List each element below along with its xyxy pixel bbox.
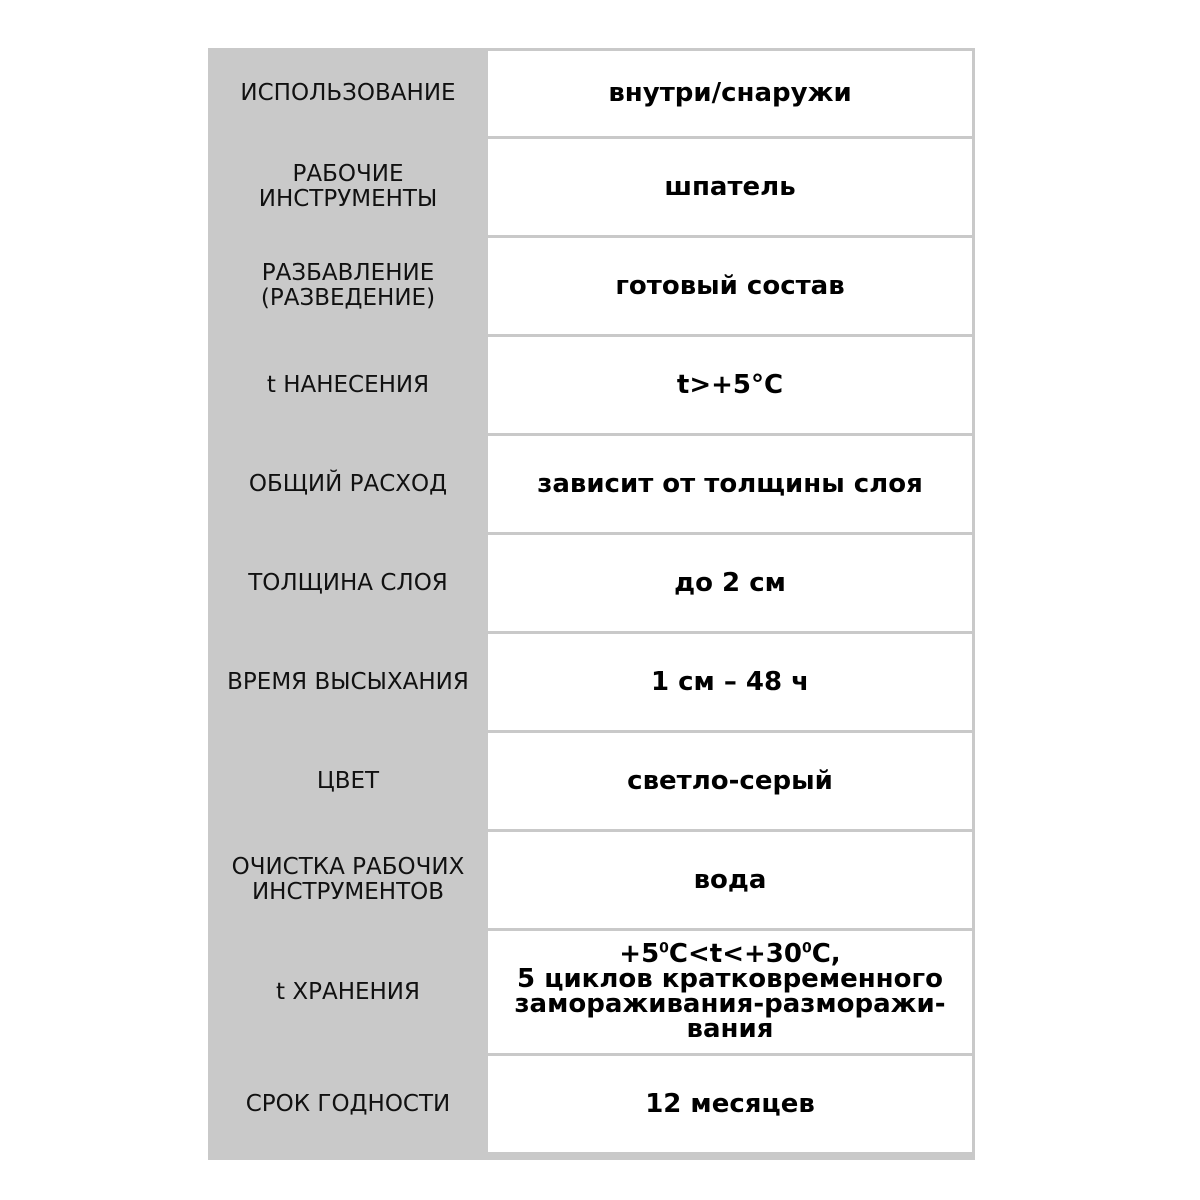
row-value <box>488 931 972 1053</box>
row-label: СРОК ГОДНОСТИ <box>211 1056 485 1152</box>
superscript-zero: 0 <box>801 940 812 957</box>
row-label: ИСПОЛЬЗОВАНИЕ <box>211 51 485 136</box>
table-row <box>211 733 972 829</box>
superscript-zero: 0 <box>659 940 669 957</box>
row-label: ОБЩИЙ РАСХОД <box>211 436 485 532</box>
row-value: шпатель <box>488 139 972 235</box>
row-value: зависит от толщины слоя <box>488 436 972 532</box>
row-label: ЦВЕТ <box>211 733 485 829</box>
row-value: вода <box>488 832 972 928</box>
row-value: внутри/снаружи <box>488 51 972 136</box>
table-row <box>211 337 972 433</box>
row-label: ТОЛЩИНА СЛОЯ <box>211 535 485 631</box>
table-row <box>211 139 972 235</box>
row-label: t ХРАНЕНИЯ <box>211 931 485 1053</box>
row-label: ВРЕМЯ ВЫСЫХАНИЯ <box>211 634 485 730</box>
row-value: 12 месяцев <box>488 1056 972 1152</box>
table-row <box>211 832 972 928</box>
table-row <box>211 436 972 532</box>
table-row <box>211 51 972 136</box>
row-value: до 2 см <box>488 535 972 631</box>
row-value: готовый состав <box>488 238 972 334</box>
table-row <box>211 1056 972 1152</box>
table-row <box>211 238 972 334</box>
storage-value-text: $+5^0C<t<+30^0C$, 5 циклов кратковременного замораживания-разморажи- вания <box>514 939 946 1044</box>
spec-table <box>208 48 975 1160</box>
table-row <box>211 634 972 730</box>
row-label: t НАНЕСЕНИЯ <box>211 337 485 433</box>
row-label: РАБОЧИЕ ИНСТРУМЕНТЫ <box>211 139 485 235</box>
row-value: светло-серый <box>488 733 972 829</box>
row-label: ОЧИСТКА РАБОЧИХ ИНСТРУМЕНТОВ <box>211 832 485 928</box>
row-value: t>+5°C <box>488 337 972 433</box>
table-row <box>211 535 972 631</box>
row-label: РАЗБАВЛЕНИЕ (РАЗВЕДЕНИЕ) <box>211 238 485 334</box>
table-row <box>211 931 972 1053</box>
row-value: 1 см – 48 ч <box>488 634 972 730</box>
